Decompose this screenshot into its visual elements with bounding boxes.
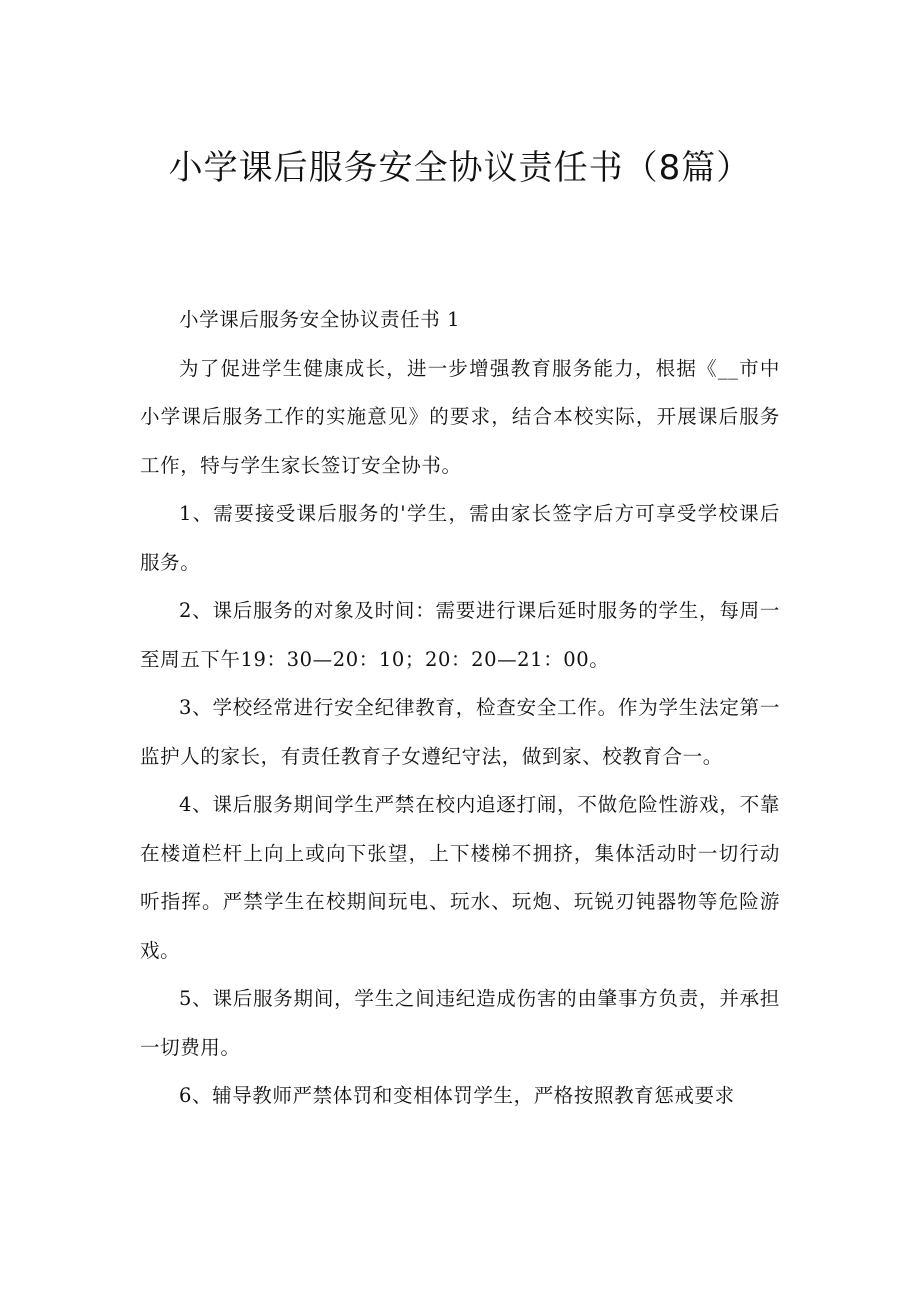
document-title: 小学课后服务安全协议责任书（8篇） [168,148,752,188]
document-body [140,296,780,1121]
paragraph-item-2: 2、课后服务的对象及时间：需要进行课后延时服务的学生，每周一至周五下午19：30—20：10；20：20—21：00。 [140,599,780,671]
paragraph-item-3: 3、学校经常进行安全纪律教育，检查安全工作。作为学生法定第一监护人的家长，有责任教育子女遵纪守法，做到家、校教育合一。 [140,696,780,768]
paragraph-item-1: 1、需要接受课后服务的'学生，需由家长签字后方可享受学校课后服务。 [140,502,780,574]
paragraph-item-6: 6、辅导教师严禁体罚和变相体罚学生，严格按照教育惩戒要求 [179,1084,735,1107]
paragraph-item-5: 5、课后服务期间，学生之间违纪造成伤害的由肇事方负责，并承担一切费用。 [140,987,780,1059]
section-heading: 小学课后服务安全协议责任书 1 [179,308,461,331]
paragraph-intro: 为了促进学生健康成长，进一步增强教育服务能力，根据《__市中小学课后服务工作的实施意见》的要求，结合本校实际，开展课后服务工作，特与学生家长签订安全协书。 [140,356,780,477]
paragraph-item-4: 4、课后服务期间学生严禁在校内追逐打闹，不做危险性游戏，不靠在楼道栏杆上向上或向下张望，上下楼梯不拥挤，集体活动时一切行动听指挥。严禁学生在校期间玩电、玩水、玩炮、玩锐刃钝器物等危险游戏。 [140,793,780,962]
